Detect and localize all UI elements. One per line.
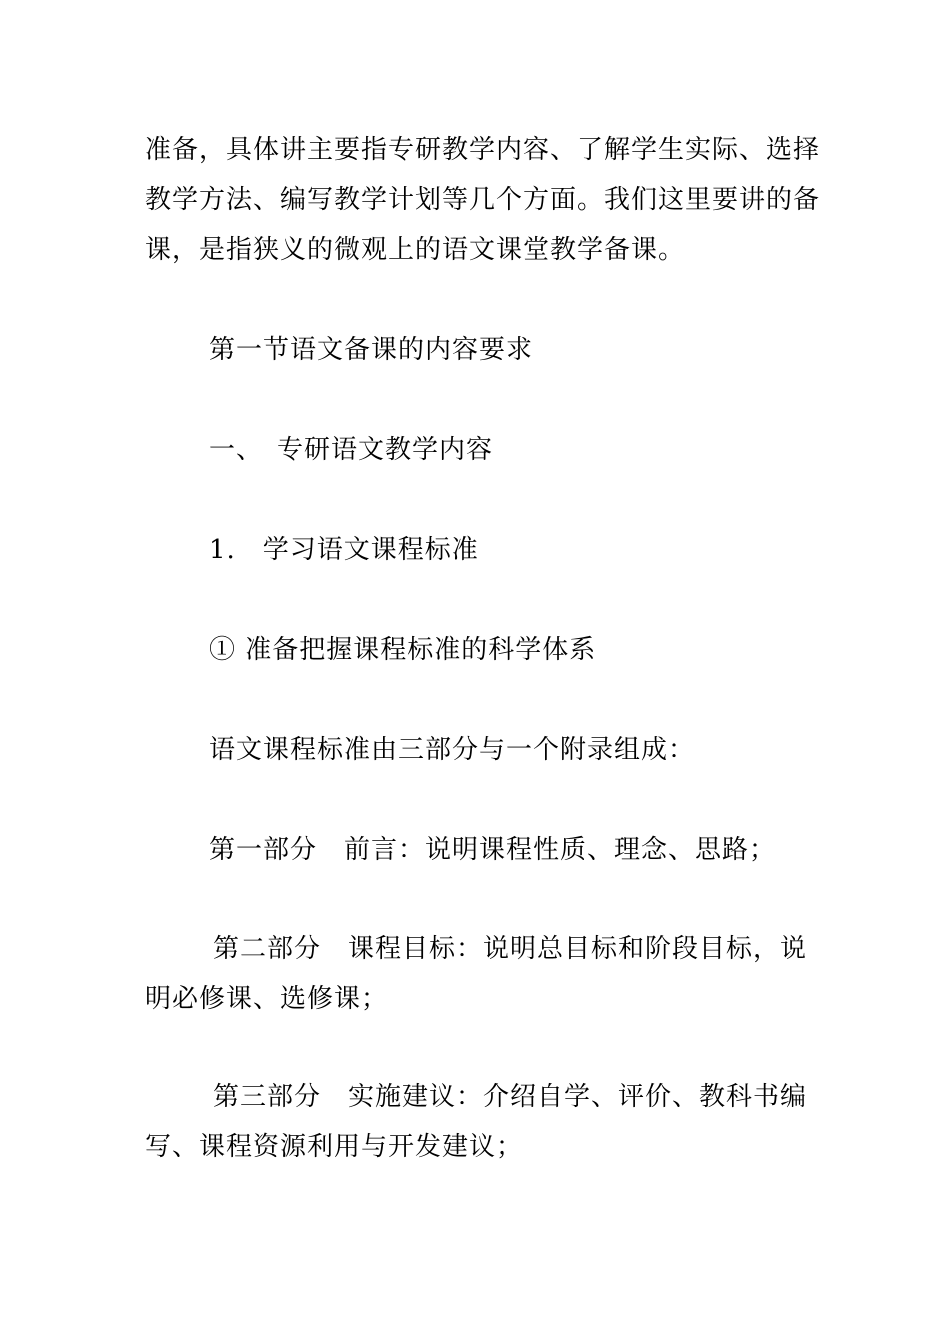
paragraph-standard-composition: 语文课程标准由三部分与一个附录组成：	[209, 735, 696, 765]
paragraph-part-one: 第一部分 前言：说明课程性质、理念、思路；	[209, 835, 777, 865]
paragraph-part-two: 第二部分 课程目标：说明总目标和阶段目标，说明必修课、选修课；	[145, 934, 808, 1014]
circled-item-heading: ① 准备把握课程标准的科学体系	[209, 635, 597, 665]
paragraph-lesson-preparation-scope: 准备，具体讲主要指专研教学内容、了解学生实际、选择教学方法、编写教学计划等几个方面。我们这里要讲的备课，是指狭义的微观上的语文课堂教学备课。	[145, 135, 821, 265]
paragraph-part-three: 第三部分 实施建议：介绍自学、评价、教科书编写、课程资源利用与开发建议；	[145, 1082, 808, 1162]
section-heading: 第一节语文备课的内容要求	[209, 335, 534, 365]
subsection-heading: 一、 专研语文教学内容	[209, 435, 494, 465]
numbered-item-heading: 1. 学习语文课程标准	[209, 535, 479, 565]
